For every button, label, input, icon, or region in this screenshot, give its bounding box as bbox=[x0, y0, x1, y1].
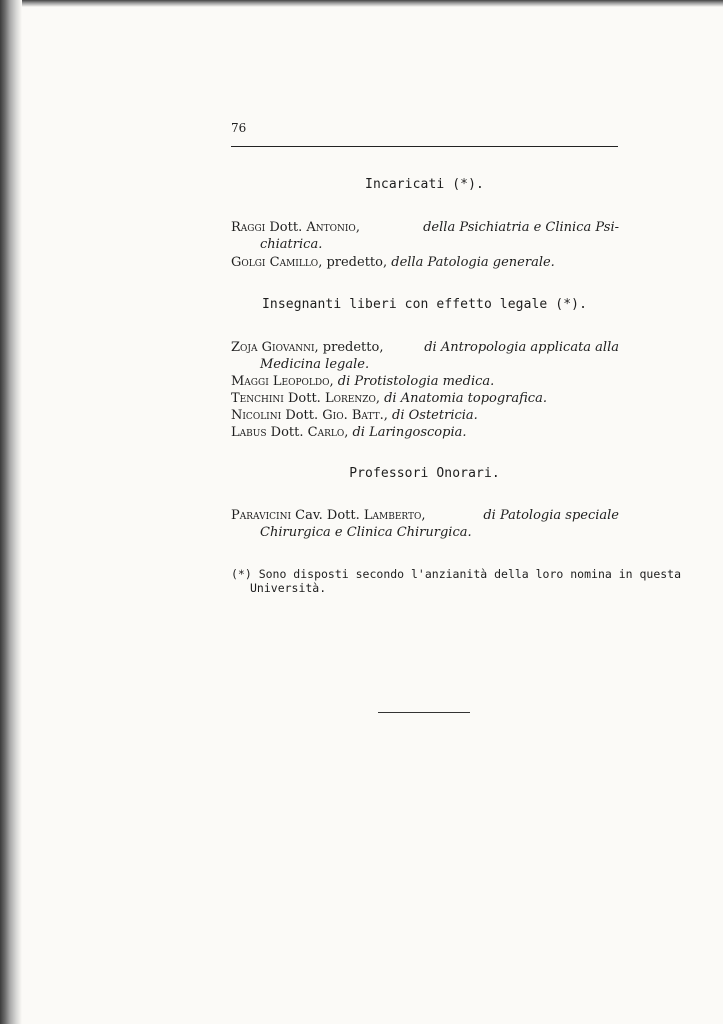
entry-surname: Maggi bbox=[231, 374, 269, 389]
entry-given-name: Lorenzo bbox=[324, 391, 376, 406]
heading-insegnanti-liberi: Insegnanti liberi con effetto legale (*). bbox=[262, 297, 587, 312]
entry-tenchini: Tenchini Dott. Lorenzo, di Anatomia topografica. bbox=[231, 391, 547, 406]
page-top-edge bbox=[0, 0, 723, 7]
entry-subject: di Patologia speciale bbox=[483, 508, 619, 523]
entry-given-name: Antonio bbox=[306, 220, 356, 235]
entry-paravicini-continuation: Chirurgica e Clinica Chirurgica. bbox=[260, 525, 472, 540]
entry-title: Dott. bbox=[269, 220, 303, 235]
entry-surname: Tenchini bbox=[231, 391, 284, 406]
entry-raggi-continuation: chiatrica. bbox=[260, 237, 323, 252]
entry-given-name: Camillo bbox=[269, 255, 319, 270]
entry-given-name: Lamberto bbox=[363, 508, 422, 523]
entry-golgi: Golgi Camillo, predetto, della Patologia generale. bbox=[231, 255, 555, 270]
entry-subject: di Protistologia medica. bbox=[337, 374, 495, 389]
entry-note: predetto, bbox=[322, 340, 384, 355]
entry-zoja-continuation: Medicina legale. bbox=[260, 357, 370, 372]
entry-surname: Golgi bbox=[231, 255, 266, 270]
entry-subject: di Antropologia applicata alla bbox=[424, 340, 619, 355]
entry-labus: Labus Dott. Carlo, di Laringoscopia. bbox=[231, 425, 467, 440]
header-rule bbox=[231, 146, 618, 147]
entry-title: Dott. bbox=[285, 408, 319, 423]
entry-title: Dott. bbox=[270, 425, 304, 440]
entry-given-name: Gio. Batt. bbox=[322, 408, 384, 423]
entry-note: predetto, bbox=[326, 255, 388, 270]
entry-title: Cav. Dott. bbox=[295, 508, 360, 523]
entry-subject: della Patologia generale. bbox=[391, 255, 555, 270]
entry-subject: di Ostetricia. bbox=[392, 408, 478, 423]
footnote-line-2: Università. bbox=[250, 581, 327, 595]
entry-zoja: Zoja Giovanni, predetto, di Antropologia applicata alla bbox=[231, 340, 619, 355]
entry-given-name: Giovanni bbox=[261, 340, 315, 355]
entry-given-name: Leopoldo bbox=[272, 374, 330, 389]
entry-title: Dott. bbox=[287, 391, 321, 406]
entry-paravicini: Paravicini Cav. Dott. Lamberto, di Patologia speciale bbox=[231, 508, 619, 523]
entry-given-name: Carlo bbox=[307, 425, 345, 440]
page-binding-edge bbox=[0, 0, 22, 1024]
heading-professori-onorari: Professori Onorari. bbox=[349, 466, 500, 481]
entry-surname: Zoja bbox=[231, 340, 258, 355]
entry-raggi: Raggi Dott. Antonio, della Psichiatria e Clinica Psi- bbox=[231, 220, 619, 235]
entry-subject: di Laringoscopia. bbox=[352, 425, 467, 440]
page-number: 76 bbox=[231, 121, 247, 135]
entry-surname: Labus bbox=[231, 425, 267, 440]
footnote-line-1: (*) Sono disposti secondo l'anzianità della loro nomina in questa bbox=[231, 567, 682, 581]
entry-subject: di Anatomia topografica. bbox=[384, 391, 547, 406]
closing-rule bbox=[378, 712, 470, 713]
entry-surname: Paravicini bbox=[231, 508, 292, 523]
entry-surname: Nicolini bbox=[231, 408, 282, 423]
entry-subject: della Psichiatria e Clinica Psi- bbox=[423, 220, 619, 235]
heading-incaricati: Incaricati (*). bbox=[365, 177, 484, 192]
entry-surname: Raggi bbox=[231, 220, 266, 235]
entry-maggi: Maggi Leopoldo, di Protistologia medica. bbox=[231, 374, 495, 389]
entry-nicolini: Nicolini Dott. Gio. Batt., di Ostetricia. bbox=[231, 408, 478, 423]
